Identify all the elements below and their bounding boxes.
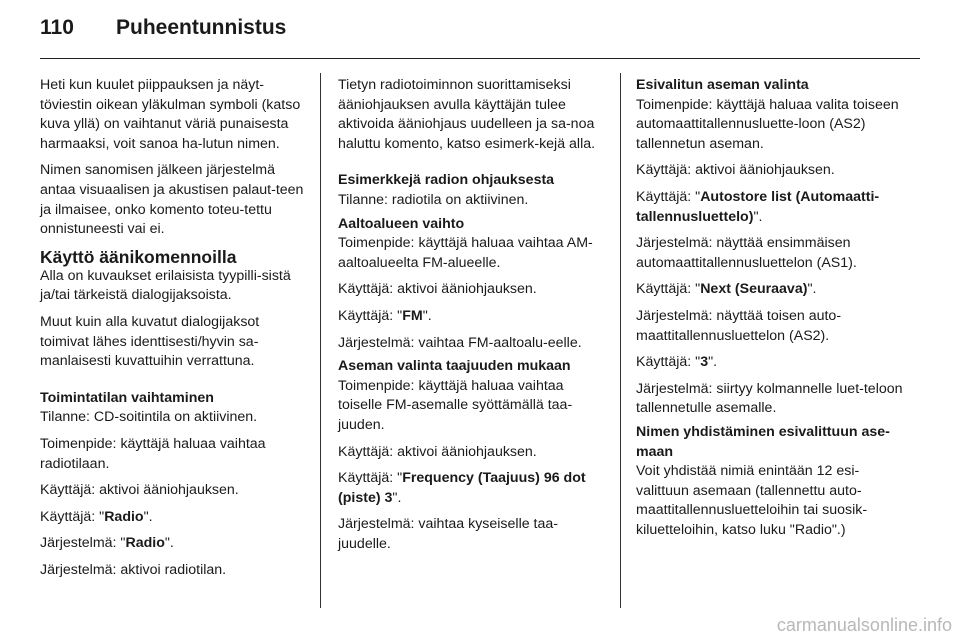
paragraph: Tietyn radiotoiminnon suorittamiseksi ääniohjauksen avulla käyttäjän tulee aktivoida ääniohjaus uudelleen ja sa-noa haluttu komento, katso esimerk-kejä alla. (338, 77, 596, 152)
paragraph: Käyttäjä: "Next (Seuraava)". (636, 281, 817, 298)
page-number: 110 (40, 16, 74, 39)
section-title: Puheentunnistus (116, 16, 287, 39)
paragraph: Käyttäjä: aktivoi ääniohjauksen. (636, 162, 835, 179)
paragraph: Käyttäjä: "Frequency (Taajuus) 96 dot (piste) 3". (338, 470, 586, 506)
paragraph: Järjestelmä: näyttää ensimmäisen automaattitallennusluettelon (AS1). (636, 235, 857, 271)
paragraph: Järjestelmä: näyttää toisen auto-maattitallennusluettelon (AS2). (636, 307, 842, 344)
subheading: Aseman valinta taajuuden mukaan (338, 358, 571, 375)
paragraph: Järjestelmä: siirtyy kolmannelle luet-teloon tallennetulle asemalle. (636, 380, 903, 417)
paragraph: Nimen sanomisen jälkeen järjestelmä antaa visuaalisen ja akustisen palaut-teen ja ilmaisee, onko komento toteu-tettu onnistuneesti vai ei. (40, 162, 304, 238)
paragraph: Käyttäjä: "Radio". (40, 508, 153, 525)
paragraph: Käyttäjä: aktivoi ääniohjauksen. (338, 443, 537, 460)
paragraph: Voit yhdistää nimiä enintään 12 esi-valittuun asemaan (tallennettu auto-maattitallennusluetteloihin tai suosik-kiluetteloihin, katso luku "Radio".) (636, 463, 868, 538)
paragraph: Käyttäjä: "FM". (338, 307, 432, 324)
command-text: Radio (125, 535, 165, 552)
command-text: Autostore list (Automaatti-tallennusluettelo) (636, 188, 880, 225)
paragraph: Heti kun kuulet piippauksen ja näyt-töviestin oikean yläkulman symboli (katso kuva yllä) on vaihtanut väriä punaisesta harmaaksi, voit sanoa ha-lutun nimen. (40, 77, 301, 152)
section-heading: Käyttö äänikomennoilla (40, 246, 237, 267)
column-3 (636, 76, 910, 547)
paragraph: Tilanne: radiotila on aktiivinen. (338, 191, 529, 208)
column-divider (620, 73, 621, 608)
paragraph: Käyttäjä: aktivoi ääniohjauksen. (338, 281, 537, 298)
paragraph: Tilanne: CD-soitintila on aktiivinen. (40, 409, 258, 426)
command-text: Next (Seuraava) (700, 281, 808, 298)
paragraph: Toimenpide: käyttäjä haluaa vaihtaa toiselle FM-asemalle syöttämällä taa-juuden. (338, 377, 573, 433)
paragraph: Järjestelmä: aktivoi radiotilan. (40, 561, 227, 578)
paragraph: Käyttäjä: "Autostore list (Automaatti-tallennusluettelo)". (636, 188, 880, 225)
subheading: Toimintatilan vaihtaminen (40, 389, 214, 406)
paragraph: Toimenpide: käyttäjä haluaa valita toiseen automaattitallennusluette-loon (AS2) tallennetun aseman. (636, 96, 899, 152)
page-header (40, 16, 286, 48)
paragraph: Toimenpide: käyttäjä haluaa vaihtaa AM-aaltoalueelta FM-alueelle. (338, 235, 593, 271)
subheading: Aaltoalueen vaihto (338, 215, 465, 232)
subheading: Esivalitun aseman valinta (636, 77, 809, 93)
column-1 (40, 76, 312, 587)
paragraph: Käyttäjä: aktivoi ääniohjauksen. (40, 482, 239, 499)
paragraph: Toimenpide: käyttäjä haluaa vaihtaa radiotilaan. (40, 435, 266, 472)
paragraph: Alla on kuvaukset erilaisista tyypilli-sistä ja/tai tärkeistä dialogijaksoista. (40, 267, 291, 304)
command-text: Frequency (Taajuus) 96 dot (piste) 3 (338, 470, 586, 506)
paragraph: Järjestelmä: vaihtaa FM-aaltoalu-eelle. (338, 334, 582, 351)
header-rule (40, 58, 920, 59)
command-text: FM (402, 307, 423, 324)
subheading: Nimen yhdistäminen esivalittuun ase-maan (636, 423, 890, 460)
column-divider (320, 73, 321, 608)
paragraph: Järjestelmä: "Radio". (40, 535, 174, 552)
paragraph: Järjestelmä: vaihtaa kyseiselle taa-juudelle. (338, 516, 559, 552)
subheading: Esimerkkejä radion ohjauksesta (338, 172, 555, 189)
command-text: 3 (700, 354, 709, 371)
watermark: carmanualsonline.info (776, 615, 952, 635)
command-text: Radio (104, 508, 144, 525)
column-2 (338, 76, 608, 561)
paragraph: Käyttäjä: "3". (636, 354, 718, 371)
paragraph: Muut kuin alla kuvatut dialogijaksot toimivat lähes identtisesti/hyvin sa-manlaisesti kuvattuihin verrattuna. (40, 313, 260, 370)
